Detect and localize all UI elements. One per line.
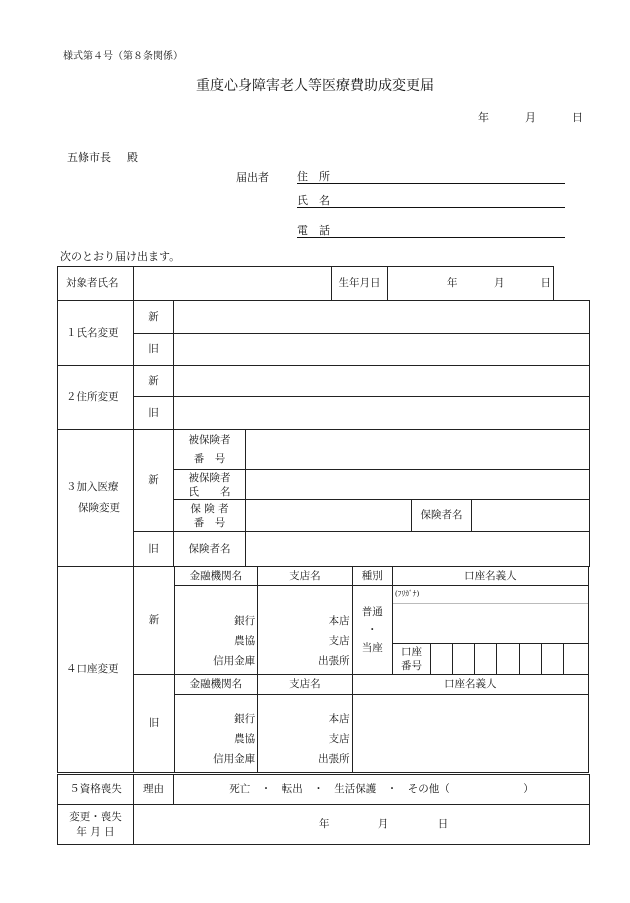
insured-number-label-1: 被保険者: [188, 433, 231, 446]
credit-union-option: 信用金庫: [213, 655, 256, 667]
birthdate-label: 生年月日: [332, 267, 388, 301]
change-date-field[interactable]: [134, 805, 590, 845]
agri-coop-option: 農協: [234, 635, 256, 647]
form-table-top: [57, 266, 590, 430]
date-month-label: 月: [525, 111, 536, 124]
type-current: 当座: [361, 642, 383, 654]
branch-name-field-old[interactable]: [258, 695, 353, 773]
branch-option: 支店: [328, 635, 350, 647]
insurer-number-label-2: 番 号: [193, 516, 226, 529]
account-type-field[interactable]: [352, 586, 392, 675]
change-month: 月: [377, 818, 389, 831]
date-day-label: 日: [572, 111, 583, 124]
insured-name-label-1: 被保険者: [188, 471, 231, 484]
date-year-label: 年: [478, 111, 489, 124]
addressee: [67, 151, 138, 164]
address-change-new-field[interactable]: [174, 366, 590, 397]
insurer-number-field[interactable]: [246, 500, 412, 532]
insurer-name-label-old: 保険者名: [174, 532, 246, 567]
insured-name-label: [174, 470, 246, 500]
change-date-label-2: 年 月 日: [76, 825, 115, 838]
form-number: 様式第４号（第８条関係）: [63, 51, 183, 62]
account-number-digit[interactable]: [519, 644, 541, 675]
intro-text: 次のとおり届け出ます。: [60, 250, 181, 263]
address-change-label: ２住所変更: [58, 366, 134, 430]
bank-option: 銀行: [234, 713, 256, 725]
branch-name-header-old: 支店名: [258, 675, 353, 695]
agri-coop-option: 農協: [234, 733, 256, 745]
insured-number-field[interactable]: [246, 430, 590, 470]
insured-number-label-2: 番 号: [193, 452, 226, 465]
branch-name-field-new[interactable]: [258, 586, 353, 675]
account-old-label: 旧: [134, 675, 174, 773]
account-holder-header-old: 口座名義人: [352, 675, 588, 695]
form-title: 重度心身障害老人等医療費助成変更届: [196, 78, 434, 94]
type-ordinary: 普通: [361, 606, 383, 618]
change-day: 日: [437, 818, 449, 831]
account-number-label-2: 番号: [400, 660, 422, 672]
address-label: 住 所: [297, 170, 330, 183]
notifier-phone-field[interactable]: [297, 224, 565, 238]
addressee-honorific: 殿: [127, 151, 138, 164]
change-date-label-1: 変更・喪失: [69, 810, 122, 823]
loss-label: ５資格喪失: [58, 775, 134, 805]
name-change-old-field[interactable]: [174, 334, 590, 366]
insurer-number-label: [174, 500, 246, 532]
reason-label: 理由: [134, 775, 174, 805]
bank-name-header-old: 金融機関名: [174, 675, 257, 695]
insurance-old-label: 旧: [134, 532, 174, 567]
account-type-header: 種別: [352, 567, 392, 586]
insurance-change-label-1: ３加入医療: [66, 481, 119, 493]
insurance-change-label-2: 保険変更: [78, 502, 120, 514]
notifier-address-field[interactable]: [297, 170, 565, 184]
account-number-label: [392, 644, 430, 675]
account-number-digit[interactable]: [475, 644, 497, 675]
name-label: 氏 名: [297, 194, 330, 207]
account-change-label: ４口座変更: [58, 567, 134, 773]
bank-name-field-new[interactable]: [174, 586, 257, 675]
form-table-loss: [57, 774, 590, 845]
bank-name-header-new: 金融機関名: [174, 567, 257, 586]
name-change-new-field[interactable]: [174, 301, 590, 334]
head-office-option: 本店: [328, 713, 350, 725]
account-number-digit[interactable]: [541, 644, 563, 675]
account-holder-name-field-old[interactable]: [352, 695, 588, 773]
birth-month: 月: [460, 267, 507, 301]
account-holder-furigana-label: (ﾌﾘｶﾞﾅ): [392, 586, 588, 604]
name-change-old-label: 旧: [134, 334, 174, 366]
branch-option: 支店: [328, 733, 350, 745]
notifier-name-field[interactable]: [297, 194, 565, 208]
insured-name-label-2: 氏 名: [188, 485, 231, 498]
reason-options[interactable]: 死亡 ・ 転出 ・ 生活保護 ・ その他（ ）: [174, 775, 590, 805]
account-holder-name-field-new[interactable]: [392, 604, 588, 644]
sub-office-option: 出張所: [318, 753, 350, 765]
birth-day: 日: [507, 267, 554, 301]
addressee-name: 五條市長: [67, 151, 111, 164]
account-number-label-1: 口座: [400, 646, 422, 658]
insurer-name-field-new[interactable]: [472, 500, 590, 532]
address-change-new-label: 新: [134, 366, 174, 397]
credit-union-option: 信用金庫: [213, 753, 256, 765]
insured-name-field[interactable]: [246, 470, 590, 500]
subject-name-label: 対象者氏名: [58, 267, 134, 301]
name-change-new-label: 新: [134, 301, 174, 334]
birth-year: 年: [388, 267, 460, 301]
insurer-name-field-old[interactable]: [246, 532, 590, 567]
form-table-account: [57, 566, 589, 773]
bank-name-field-old[interactable]: [174, 695, 257, 773]
phone-label: 電 話: [297, 224, 330, 237]
subject-name-field[interactable]: [134, 267, 332, 301]
address-change-old-label: 旧: [134, 397, 174, 430]
account-number-digit[interactable]: [563, 644, 588, 675]
sub-office-option: 出張所: [318, 655, 350, 667]
form-table-insurance: [57, 429, 590, 567]
address-change-old-field[interactable]: [174, 397, 590, 430]
type-separator: ・: [367, 624, 378, 636]
insurer-name-label-new: 保険者名: [412, 500, 472, 532]
account-new-label: 新: [134, 567, 174, 675]
insurance-change-label: [58, 430, 134, 567]
insurance-new-label: 新: [134, 430, 174, 532]
change-date-label: [58, 805, 134, 845]
head-office-option: 本店: [328, 615, 350, 627]
bank-option: 銀行: [234, 615, 256, 627]
change-year: 年: [319, 818, 330, 831]
account-number-digit[interactable]: [453, 644, 475, 675]
name-change-label: １氏名変更: [58, 301, 134, 366]
insurer-number-label-1: 保 険 者: [190, 502, 229, 515]
account-number-digit[interactable]: [431, 644, 453, 675]
account-holder-header-new: 口座名義人: [392, 567, 588, 586]
notifier-label: 届出者: [236, 171, 269, 184]
branch-name-header-new: 支店名: [258, 567, 353, 586]
account-number-digit[interactable]: [497, 644, 519, 675]
insured-number-label: [174, 430, 246, 470]
